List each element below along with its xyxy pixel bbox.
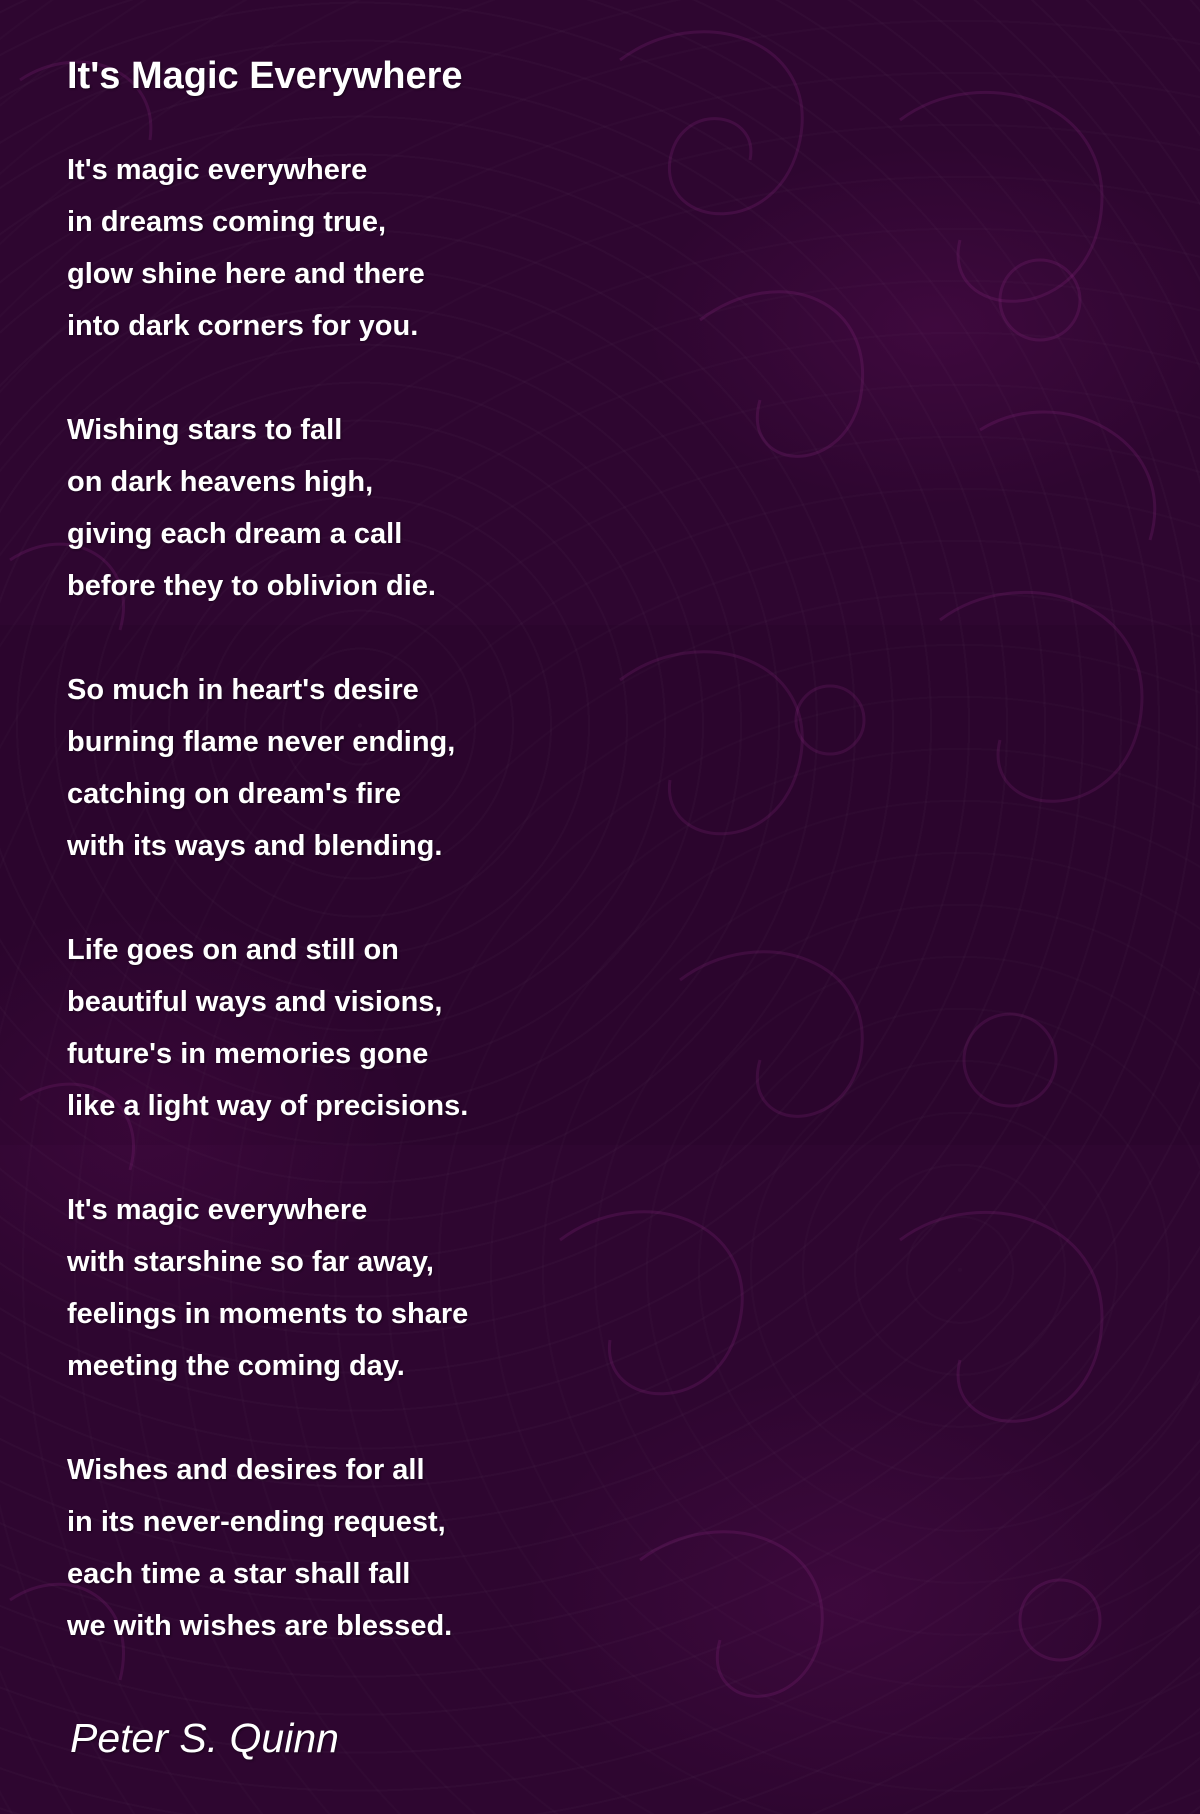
- poem-author: Peter S. Quinn: [70, 1715, 339, 1761]
- poem-line: beautiful ways and visions,: [67, 986, 443, 1018]
- stanza: [67, 924, 1127, 1132]
- poem-line: Life goes on and still on: [67, 934, 399, 966]
- stanza: [67, 404, 1127, 612]
- poem-line: giving each dream a call: [67, 518, 403, 550]
- poem-line: meeting the coming day.: [67, 1350, 405, 1382]
- poem-line: we with wishes are blessed.: [67, 1610, 453, 1642]
- stanza: [67, 664, 1127, 872]
- poem-line: So much in heart's desire: [67, 674, 419, 706]
- poem-container: [67, 50, 1127, 1704]
- poem-line: on dark heavens high,: [67, 466, 374, 498]
- poem-line: future's in memories gone: [67, 1038, 429, 1070]
- poem-line: in dreams coming true,: [67, 206, 387, 238]
- poem-line: glow shine here and there: [67, 258, 425, 290]
- poem-line: Wishes and desires for all: [67, 1454, 425, 1486]
- poem-line: It's magic everywhere: [67, 1194, 368, 1226]
- poem-line: with starshine so far away,: [67, 1246, 434, 1278]
- stanza: [67, 144, 1127, 352]
- poem-line: It's magic everywhere: [67, 154, 368, 186]
- poem-line: each time a star shall fall: [67, 1558, 411, 1590]
- poem-line: in its never-ending request,: [67, 1506, 446, 1538]
- poem-line: catching on dream's fire: [67, 778, 402, 810]
- stanza: [67, 1444, 1127, 1652]
- poem-line: burning flame never ending,: [67, 726, 456, 758]
- poem-line: with its ways and blending.: [67, 830, 443, 862]
- poem-line: before they to oblivion die.: [67, 570, 436, 602]
- stanza: [67, 1184, 1127, 1392]
- poem-title: It's Magic Everywhere: [67, 55, 463, 97]
- poem-line: feelings in moments to share: [67, 1298, 469, 1330]
- poem-line: into dark corners for you.: [67, 310, 419, 342]
- poem-line: like a light way of precisions.: [67, 1090, 469, 1122]
- poem-line: Wishing stars to fall: [67, 414, 343, 446]
